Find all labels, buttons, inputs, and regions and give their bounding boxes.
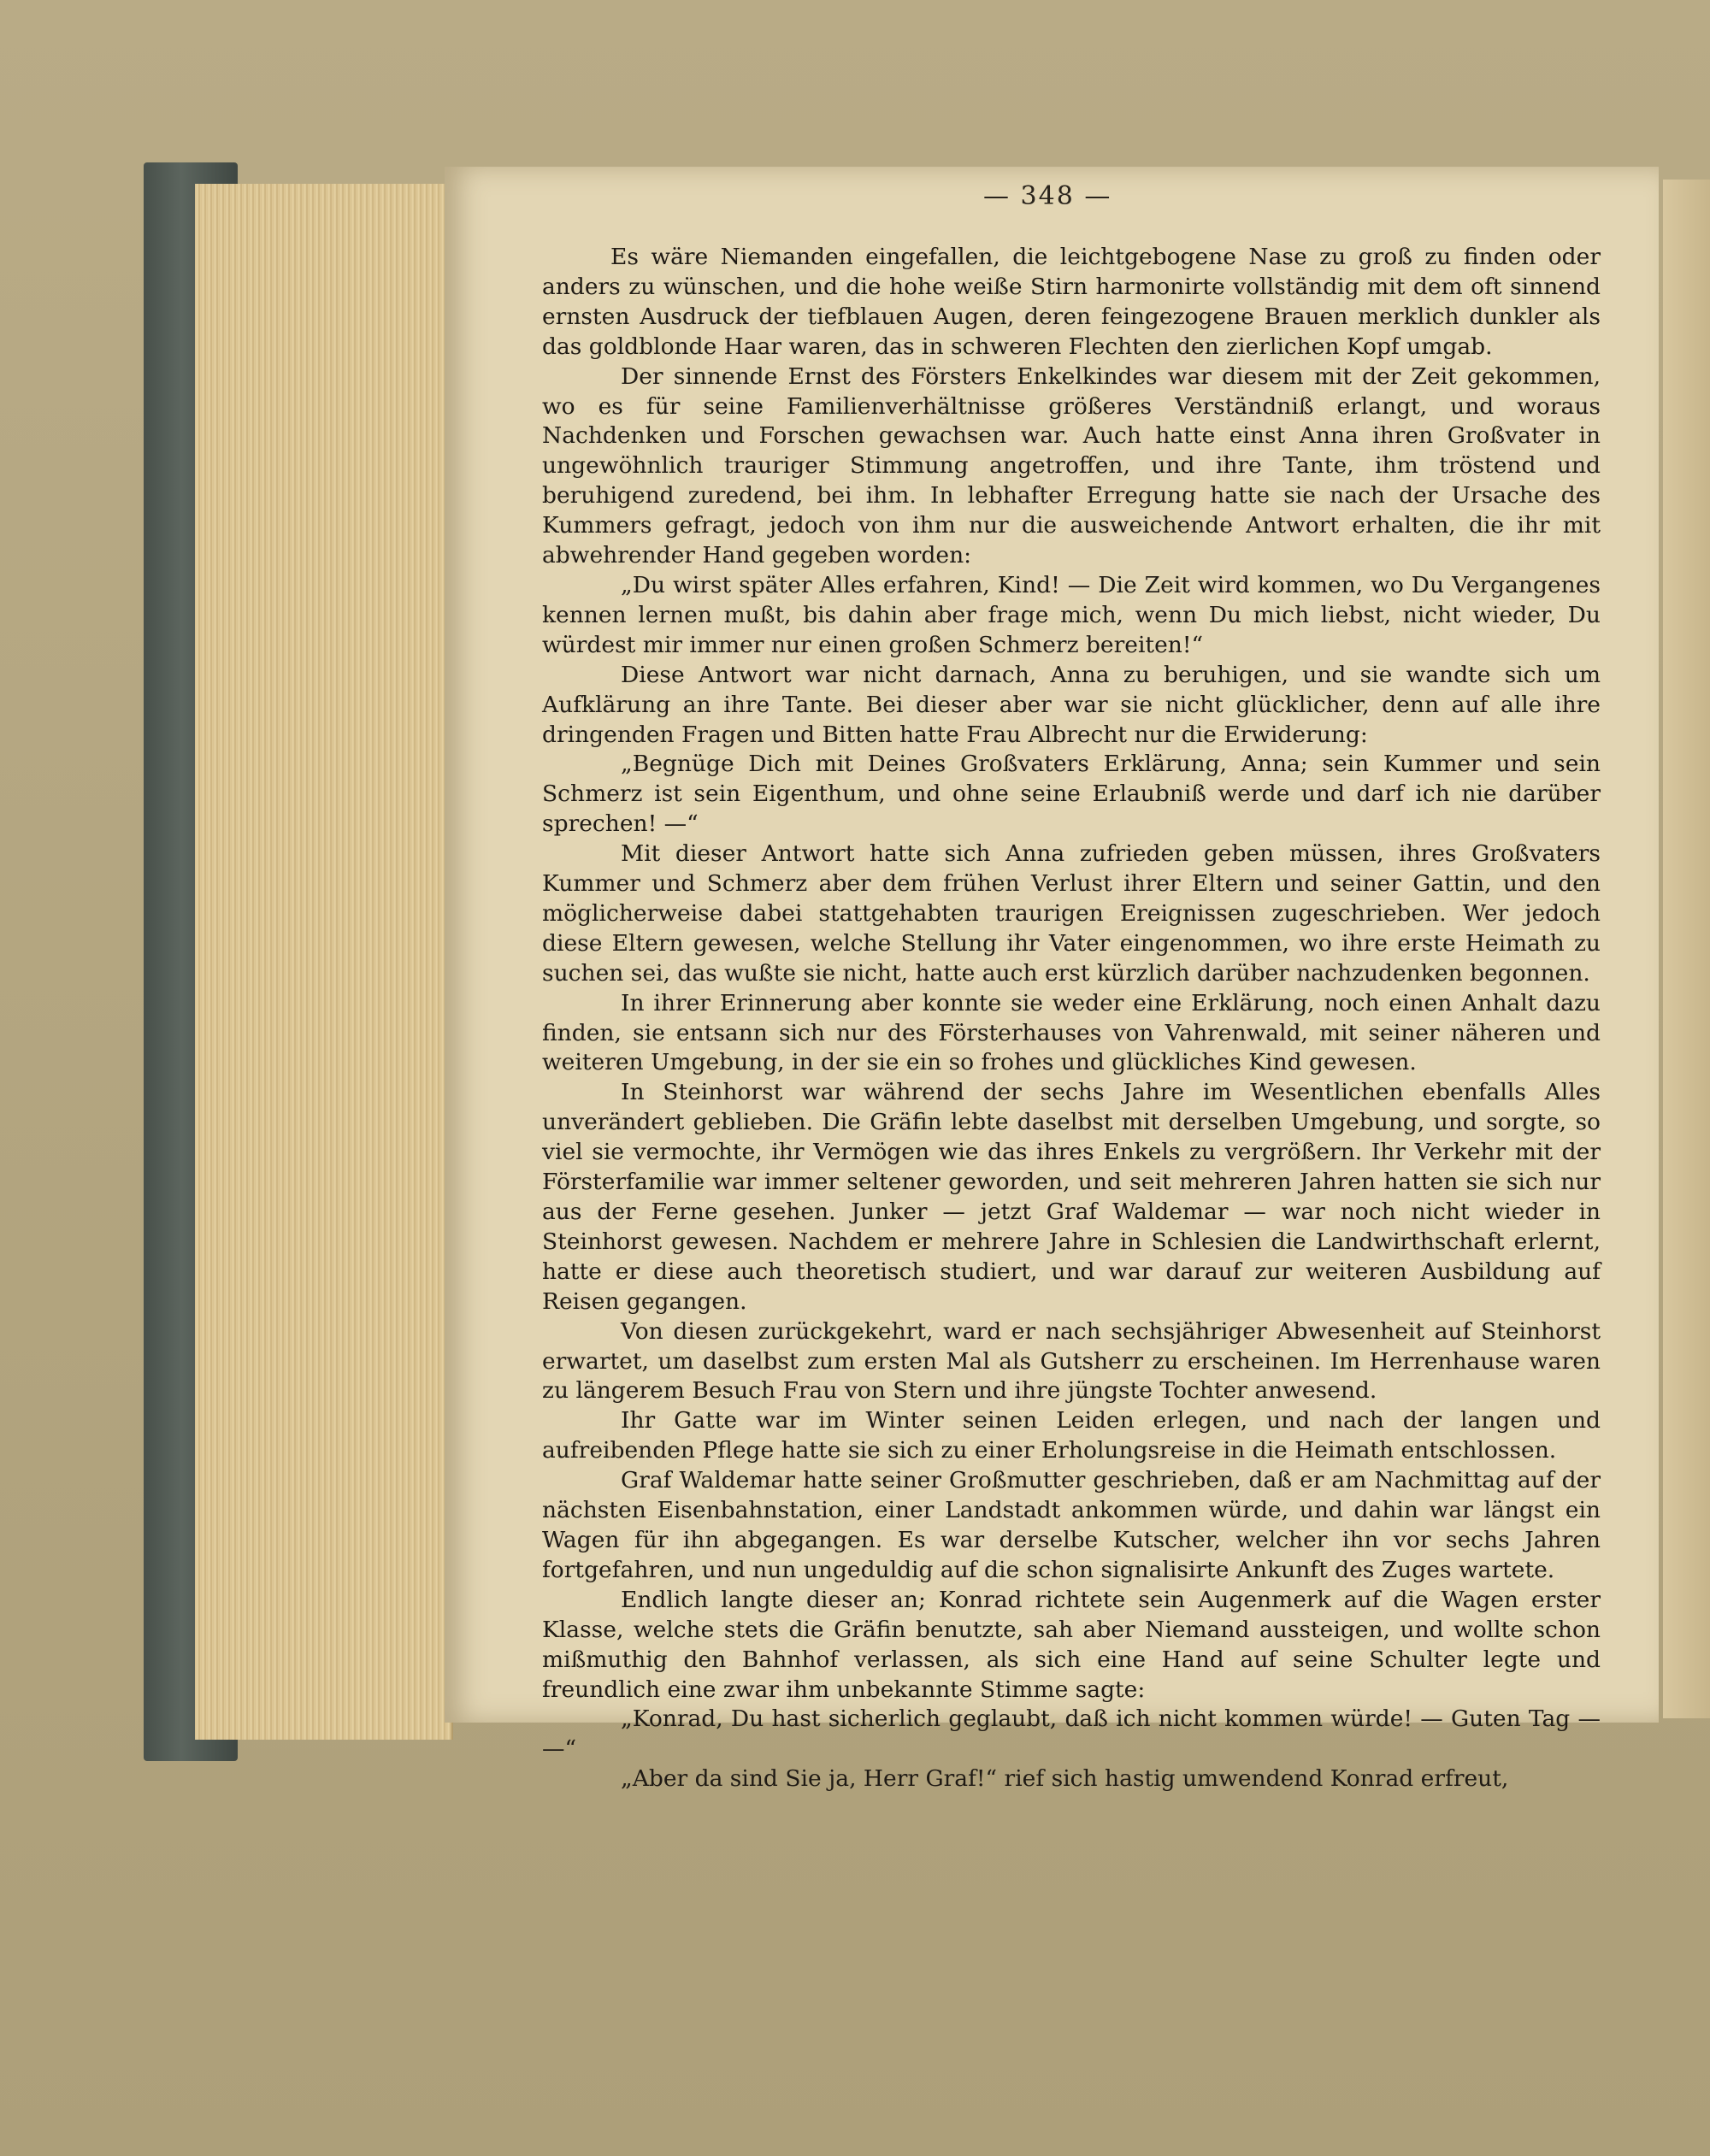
paragraph: Diese Antwort war nicht darnach, Anna zu beruhigen, und sie wandte sich um Aufklärung an ihre Tante. Bei dieser aber war sie nicht glücklicher, denn auf alle ihre dringenden Fragen und Bitten hatte Frau Albrecht nur die Erwiderung: [542, 661, 1601, 748]
paragraph: Der sinnende Ernst des Försters Enkelkindes war diesem mit der Zeit gekommen, wo es für seine Familienverhältnisse größeres Verständniß erlangt, und woraus Nachdenken und Forschen gewachsen war. Auch hatte einst Anna ihren Großvater in ungewöhnlich trauriger Stimmung angetroffen, und ihre Tante, ihm tröstend und beruhigend zuredend, bei ihm. In lebhafter Erregung hatte sie nach der Ursache des Kummers gefragt, jedoch von ihm nur die ausweichende Antwort erhalten, die ihr mit abwehrender Hand gegeben worden: [542, 362, 1601, 569]
page-text [542, 243, 1601, 1794]
page-edges [195, 184, 453, 1740]
paragraph: „Du wirst später Alles erfahren, Kind! — Die Zeit wird kommen, wo Du Vergangenes kennen lernen mußt, bis dahin aber frage mich, wenn Du mich liebst, nicht wieder, Du würdest mir immer nur einen großen Schmerz bereiten!“ [542, 571, 1601, 658]
facing-page-edge [1663, 180, 1710, 1718]
paragraph: Endlich langte dieser an; Konrad richtete sein Augenmerk auf die Wagen erster Klasse, welche stets die Gräfin benutzte, sah aber Niemand aussteigen, und wollte schon mißmuthig den Bahnhof verlassen, als sich eine Hand auf seine Schulter legte und freundlich eine zwar ihm unbekannte Stimme sagte: [542, 1586, 1601, 1703]
paragraph: Es wäre Niemanden eingefallen, die leichtgebogene Nase zu groß zu finden oder anders zu wünschen, und die hohe weiße Stirn harmonirte vollständig mit dem oft sinnend ernsten Ausdruck der tiefblauen Augen, deren feingezogene Brauen merklich dunkler als das goldblonde Haar waren, das in schweren Flechten den zierlichen Kopf umgab. [542, 244, 1601, 360]
paragraph: Ihr Gatte war im Winter seinen Leiden erlegen, und nach der langen und aufreibenden Pflege hatte sie sich zu einer Erholungsreise in die Heimath entschlossen. [542, 1407, 1601, 1464]
paragraph: In ihrer Erinnerung aber konnte sie weder eine Erklärung, noch einen Anhalt dazu finden, sie entsann sich nur des Försterhauses von Vahrenwald, mit seiner näheren und weiteren Umgebung, in der sie ein so frohes und glückliches Kind gewesen. [542, 989, 1601, 1076]
paragraph: Mit dieser Antwort hatte sich Anna zufrieden geben müssen, ihres Großvaters Kummer und Schmerz aber dem frühen Verlust ihrer Eltern und seiner Gattin, und den möglicherweise dabei stattgehabten traurigen Ereignissen zugeschrieben. Wer jedoch diese Eltern gewesen, welche Stellung ihr Vater eingenommen, wo ihre erste Heimath zu suchen sei, das wußte sie nicht, hatte auch erst kürzlich darüber nachzudenken begonnen. [542, 840, 1601, 987]
paragraph: „Konrad, Du hast sicherlich geglaubt, daß ich nicht kommen würde! — Guten Tag — —“ [542, 1705, 1601, 1763]
paragraph: Graf Waldemar hatte seiner Großmutter geschrieben, daß er am Nachmittag auf der nächsten Eisenbahnstation, einer Landstadt ankommen würde, und dahin war längst ein Wagen für ihn abgegangen. Es war derselbe Kutscher, welcher ihn vor sechs Jahren fortgefahren, und nun ungeduldig auf die schon signalisirte Ankunft des Zuges wartete. [542, 1467, 1601, 1583]
paragraph: In Steinhorst war während der sechs Jahre im Wesentlichen ebenfalls Alles unverändert geblieben. Die Gräfin lebte daselbst mit derselben Umgebung, und sorgte, so viel sie vermochte, ihr Vermögen wie das ihres Enkels zu vergrößern. Ihr Verkehr mit der Försterfamilie war immer seltener geworden, und seit mehreren Jahren hatten sie sich nur aus der Ferne gesehen. Junker — jetzt Graf Waldemar — war noch nicht wieder in Steinhorst gewesen. Nachdem er mehrere Jahre in Schlesien die Landwirthschaft erlernt, hatte er diese auch theoretisch studiert, und war darauf zur weiteren Ausbildung auf Reisen gegangen. [542, 1079, 1601, 1315]
paragraph: Von diesen zurückgekehrt, ward er nach sechsjähriger Abwesenheit auf Steinhorst erwartet, um daselbst zum ersten Mal als Gutsherr zu erscheinen. Im Herrenhause waren zu längerem Besuch Frau von Stern und ihre jüngste Tochter anwesend. [542, 1317, 1601, 1405]
paragraph: „Aber da sind Sie ja, Herr Graf!“ rief sich hastig umwendend Konrad erfreut, [621, 1765, 1509, 1793]
paragraph: „Begnüge Dich mit Deines Großvaters Erklärung, Anna; sein Kummer und sein Schmerz ist sein Eigenthum, und ohne seine Erlaubniß werde und darf ich nie darüber sprechen! —“ [542, 751, 1601, 838]
page-number: — 348 — [983, 181, 1112, 211]
